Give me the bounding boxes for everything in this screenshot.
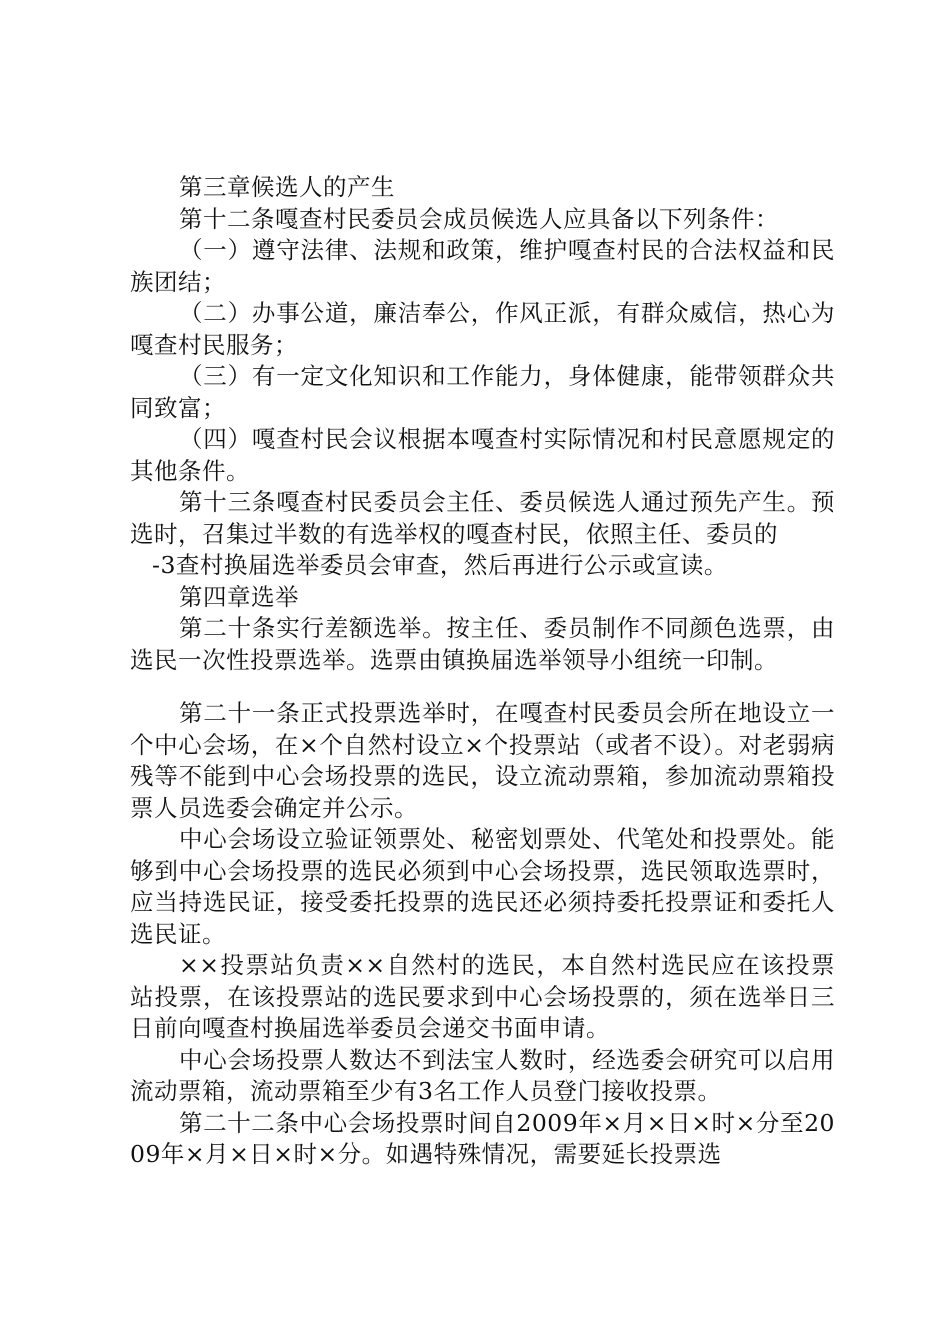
mobile-ballot-box-paragraph: 中心会场投票人数达不到法宝人数时，经选委会研究可以启用流动票箱，流动票箱至少有3名工作人员登门接收投票。 — [130, 1045, 835, 1105]
article-21: 第二十一条正式投票选举时，在嘎查村民委员会所在地设立一个中心会场，在×个自然村设立×个投票站（或者不设）。对老弱病残等不能到中心会场投票的选民，设立流动票箱，参加流动票箱投票人员选委会确定并公示。 — [130, 699, 835, 822]
article-13: 第十三条嘎查村民委员会主任、委员候选人通过预先产生。预选时，召集过半数的有选举权的嘎查村民，依照主任、委员的 — [130, 488, 835, 548]
page-fragment-line: -3查村换届选举委员会审查，然后再进行公示或宣读。 — [152, 551, 728, 579]
polling-station-paragraph: ××投票站负责××自然村的选民，本自然村选民应在该投票站投票，在该投票站的选民要求到中心会场投票的，须在选举日三日前向嘎查村换届选举委员会递交书面申请。 — [130, 951, 835, 1042]
article-22: 第二十二条中心会场投票时间自2009年×月×日×时×分至2009年×月×日×时×分。如遇特殊情况，需要延长投票选 — [130, 1108, 835, 1168]
condition-2: （二）办事公道，廉洁奉公，作风正派，有群众威信，热心为嘎查村民服务； — [130, 299, 835, 359]
article-20: 第二十条实行差额选举。按主任、委员制作不同颜色选票，由选民一次性投票选举。选票由镇换届选举领导小组统一印制。 — [130, 614, 835, 674]
chapter-heading-3: 第三章候选人的产生 — [179, 173, 395, 201]
chapter-heading-4: 第四章选举 — [179, 582, 299, 611]
condition-1: （一）遵守法律、法规和政策，维护嘎查村民的合法权益和民族团结； — [130, 236, 835, 296]
document-body — [130, 172, 835, 1171]
condition-4: （四）嘎查村民会议根据本嘎查村实际情况和村民意愿规定的其他条件。 — [130, 425, 835, 485]
condition-3: （三）有一定文化知识和工作能力，身体健康，能带领群众共同致富； — [130, 362, 835, 422]
central-venue-paragraph: 中心会场设立验证领票处、秘密划票处、代笔处和投票处。能够到中心会场投票的选民必须到中心会场投票，选民领取选票时，应当持选民证，接受委托投票的选民还必须持委托投票证和委托人选民证。 — [130, 825, 835, 948]
article-12: 第十二条嘎查村民委员会成员候选人应具备以下列条件： — [179, 204, 779, 233]
